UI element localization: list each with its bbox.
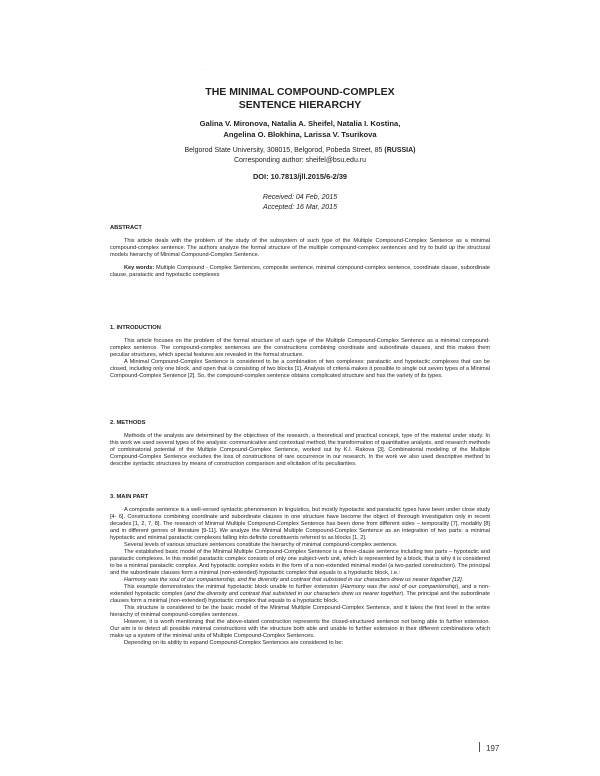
intro-paragraph-2: A Minimal Compound-Complex Sentence is considered to be a combination of two complexes: paratactic and hypotactic complexes that can be closed, including only one block, and open that is consisting of two blocks [1]. Analysis of criteria makes it possible to single out seven types of a Minimal Compound-Complex Sentence [2]. So, the compound-complex sentence obtains complicated structure and has the variety of its types. bbox=[110, 359, 490, 379]
affiliation bbox=[100, 146, 500, 165]
dates bbox=[100, 193, 500, 212]
authors-line-1: Galina V. Mironova, Natalia A. Sheifel, Natalia I. Kostina, bbox=[199, 119, 401, 128]
title-line-2: SENTENCE HIERARCHY bbox=[238, 99, 362, 111]
doi-value: 10.7813/jll.2015/6-2/39 bbox=[270, 172, 348, 181]
keywords-text: Multiple Compound - Complex Sentences, composite sentence, minimal compound-complex sentence, coordinate clause, subordinate clause, paratactic and hypotactic complexes bbox=[110, 265, 491, 278]
introduction-section bbox=[110, 325, 490, 380]
intro-heading: 1. INTRODUCTION bbox=[110, 325, 161, 331]
top-mark: . . . bbox=[203, 66, 209, 71]
doi-label: DOI: bbox=[252, 172, 269, 181]
page-number: 197 bbox=[486, 744, 500, 753]
keywords-label: Key words: bbox=[124, 265, 155, 271]
main-paragraph-7: Depending on its ability to expand Compound-Complex Sentences are considered to be: bbox=[124, 640, 343, 646]
accepted-date: Accepted: 16 Mar, 2015 bbox=[263, 203, 337, 211]
affiliation-address: Belgorod State University, 308015, Belgorod, Pobeda Street, 85 bbox=[184, 147, 383, 154]
title-line-1: THE MINIMAL COMPOUND-COMPLEX bbox=[205, 86, 395, 98]
abstract-text: This article deals with the problem of the study of the subsystem of such type of the Multiple Compound-Complex Sentence as a minimal compound-complex sentence. The authors analyze the formal structure of the multiple compound-complex sentences and try to build up the structural models hierarchy of Minimal Compound-Complex Sentence. bbox=[110, 238, 490, 258]
main-example: Harmony was the soul of our companionship, and the diversity and contrast that subsisted in our characters drew us nearer together [12]. bbox=[124, 577, 464, 583]
main-paragraph-1: A composite sentence is a well-versed syntactic phenomenon in linguistics, but mostly hypotactic and paratactic types have been under close study [4- 6]. Constructions combining coordinate and subordinate clauses in one structure have become the object of thorough investigation only in recent decades [1, 2, 7, 8]. The research of Minimal Multiple Compound-Complex Sentence has been done from different sides – temporality [7], modality [8] and in different genres of literature [9-11]. We analyze the Minimal Multiple Compound-Complex Sentence as an integration of two parts: a minimal hypotactic and minimal paratactic complexes falling into definite constituents referred to as blocks [1, 2]. bbox=[110, 507, 490, 541]
received-date: Received: 04 Feb, 2015 bbox=[262, 194, 338, 201]
doi-line bbox=[100, 172, 500, 181]
main-paragraph-4: This example demonstrates the minimal hypotactic block unable to further extension (Harmony was the soul of our companionship), and a non-extended hypotactic complex (and the diversity and contrast that subsisted in our characters drew us nearer together). The principal and the subordinate clauses form a minimal (non-extended) hypotactic complex that equals to a hypotactic block. bbox=[110, 584, 490, 604]
keywords bbox=[110, 265, 490, 279]
abstract-heading: ABSTRACT bbox=[110, 225, 142, 231]
intro-paragraph-1: This article focuses on the problem of the formal structure of such type of the Multiple Compound-Complex Sentence as a minimal compound-complex sentence. The compound-complex sentences are the constructions combining coordinate and subordinate clauses, and this makes them peculiar structures, which special features are revealed in the formal structure. bbox=[110, 338, 490, 358]
footer-divider bbox=[479, 742, 480, 752]
affiliation-country: (RUSSIA) bbox=[384, 147, 416, 154]
authors-line-2: Angelina O. Blokhina, Larissa V. Tsurikova bbox=[223, 129, 377, 139]
main-paragraph-2: Several levels of various structure sentences constitute the hierarchy of minimal compound-complex sentence. bbox=[124, 542, 398, 548]
page-footer bbox=[479, 742, 499, 753]
corresponding-author: Corresponding author: sheifel@bsu.edu.ru bbox=[233, 156, 367, 164]
authors bbox=[100, 119, 500, 140]
methods-paragraph-1: Methods of the analysis are determined by the objectives of the research, a theoretical and practical concept, type of the material under study. In this work we used several types of the analysis: communicative and contextual method, the transformation of quantitative analysis, and research methods of combinatorial potential of the Multiple Compound-Complex Sentence, worked out by K.I. Rakova [3]. Combinatorial modeling of the Multiple Compound-Complex Sentence excludes the loss of constructions of rare occurrence in our research. In the work we also used descriptive method to describe syntactic structures by means of construction comparison and elicitation of its peculiarities. bbox=[110, 433, 490, 467]
main-heading: 3. MAIN PART bbox=[110, 494, 149, 500]
main-paragraph-5: This structure is considered to be the basic model of the Minimal Multiple Compound-Complex Sentence, and it takes the first level in the entire hierarchy of minimal compound-complex sentences. bbox=[110, 605, 490, 618]
methods-section bbox=[110, 420, 490, 468]
main-part-section bbox=[110, 494, 490, 647]
main-paragraph-3: The established basic model of the Minimal Multiple Compound-Complex Sentence is a three-clause sentence including two parts – hypotactic and paratactic complexes. In this model paratactic complex consists of only one subject-verb unit, which is represented by a block, that is why it is considered to be a minimal paratactic complex. And hypotactic complex exists in the form of a non-extended minimal model (a two-parted construction). The principal and the subordinate clauses form a minimal (non-extended) hypotactic complex that equals to a hypotactic block, i.e.: bbox=[110, 549, 490, 576]
abstract-section bbox=[110, 225, 490, 279]
main-paragraph-6: However, it is worth mentioning that the above-stated construction represents the closed-structured sentence not being able to further extension. Our aim is to detect all possible minimal constructions with the structure both able and unable to further extension in their different combinations which make up a system of the minimal units of Multiple Compound-Complex Sentences. bbox=[110, 619, 490, 639]
methods-heading: 2. METHODS bbox=[110, 420, 146, 426]
paper-title bbox=[100, 86, 500, 112]
